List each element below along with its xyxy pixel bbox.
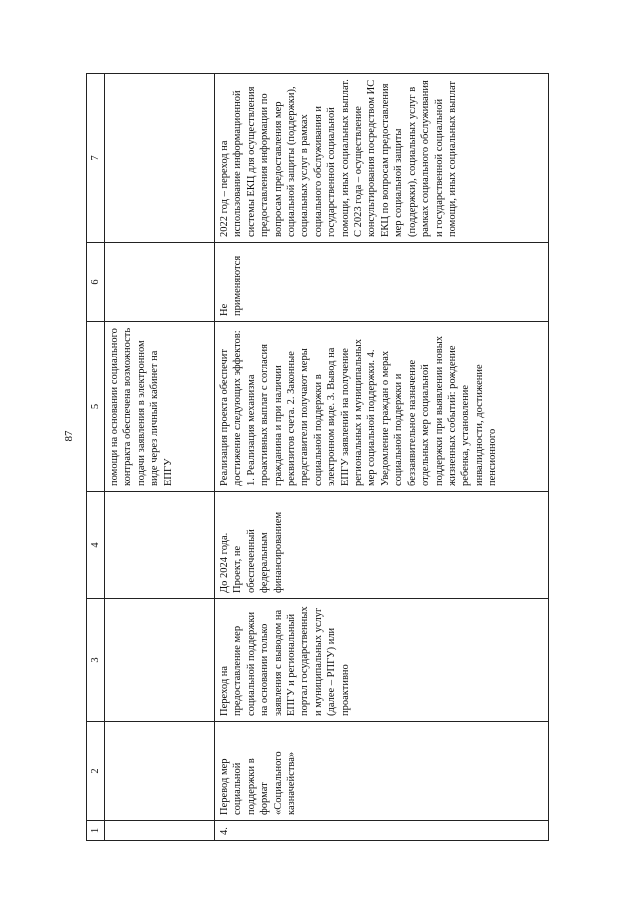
cell-continued-col5-text: помощи на основании социального контракта обеспечена возможность подачи заявления в электронном виде через личный кабинет на ЕПГУ: [109, 327, 174, 486]
cell-row4-col6-text: Не применяются: [219, 255, 244, 316]
cell-continued-col3: [105, 599, 215, 722]
page-number: 87: [63, 430, 75, 442]
cell-continued-col5: [105, 322, 215, 492]
cell-continued-col2: [105, 722, 215, 821]
cell-row4-col2-text: Перевод мер социальной поддержки в формат «Социального казначейства»: [219, 751, 298, 815]
rotated-table-wrapper: [86, 74, 549, 841]
header-col-1: 1: [87, 821, 105, 841]
cell-continued-col7: [105, 74, 215, 243]
header-col-2: 2: [87, 722, 105, 821]
cell-row4-col6: [215, 243, 549, 322]
cell-row4-col4-text: До 2024 года. Проект, не обеспеченный федеральным финансированием: [219, 511, 284, 593]
header-col-7: 7: [87, 74, 105, 243]
cell-row4-col7-text: 2022 год – переход на использование информационной системы ЕКЦ для осуществления предоставления информации по вопросам предоставления мер социальной защиты (поддержки), социальных услуг в рамках социального обслуживания и государственной социальной помощи, иных социальных выплат. С 2023 года – осуществление консультирования посредством ИС ЕКЦ по вопросам предоставления мер социальной защиты (поддержки), социальных услуг в рамках социального обслуживания и государственной социальной помощи, иных социальных выплат: [219, 79, 458, 237]
cell-row4-col4: [215, 492, 549, 599]
header-col-5: 5: [87, 322, 105, 492]
cell-row4-col7: [215, 74, 549, 243]
cell-continued-col4: [105, 492, 215, 599]
header-col-4: 4: [87, 492, 105, 599]
header-col-6: 6: [87, 243, 105, 322]
cell-row4-col5: [215, 322, 549, 492]
cell-row4-col5-text: Реализация проекта обеспечит достижение следующих эффектов: 1. Реализация механизма проактивных выплат с согласия гражданина и при наличии реквизитов счета. 2. Законные представители получают меры социальной поддержки в электронном виде. 3. Вывод на ЕПГУ заявлений на получение региональных и муниципальных мер социальной поддержки. 4. Уведомление граждан о мерах социальной поддержки и беззаявительное назначение отдельных мер социальной поддержки при выявлении новых жизненных событий: рождение ребенка, установление инвалидности, достижение пенсионного: [219, 330, 499, 486]
measures-table: [86, 73, 549, 841]
table-row-4: [215, 74, 549, 841]
cell-row4-num: 4.: [215, 821, 549, 841]
cell-continued-col6: [105, 243, 215, 322]
header-col-3: 3: [87, 599, 105, 722]
cell-continued-col1: [105, 821, 215, 841]
header-row: [87, 74, 105, 841]
cell-row4-col3-text: Переход на предоставление мер социальной поддержки на основании только заявления с выводом на ЕПГУ и региональный портал государственных и муниципальных услуг (далее – РПГУ) или проактивно: [219, 606, 351, 716]
cell-row4-col3: [215, 599, 549, 722]
table-row-continued: [105, 74, 215, 841]
cell-row4-col2: [215, 722, 549, 821]
